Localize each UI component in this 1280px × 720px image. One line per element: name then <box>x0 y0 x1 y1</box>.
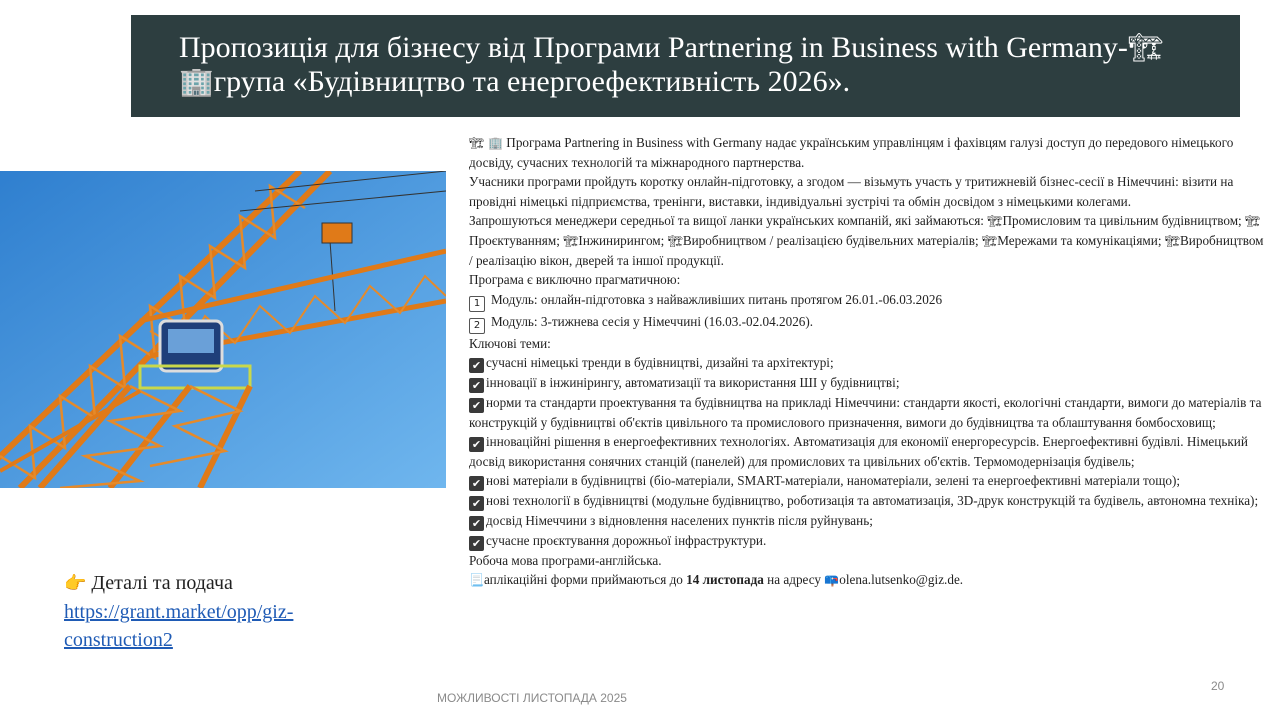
sector-item: Мережами та комунікаціями; <box>997 233 1162 249</box>
keycap-2-icon: 2 <box>469 318 485 334</box>
details-label: Деталі та подача <box>91 572 233 594</box>
check-icon: ✔ <box>469 437 484 452</box>
crane-icon: 🏗 <box>1245 213 1261 228</box>
crane-icon: 🏗 <box>987 213 1003 228</box>
title-line1: Пропозиція для бізнесу від Програми Partnering in Business with Germany- <box>179 31 1128 64</box>
topic-item: ✔ норми та стандарти проектування та будівництва на прикладі Німеччини: стандарти якості, екологічні стандарти, вимоги до матеріалів та конструкцій у будівництві об'єктів цивільного та промислового призначення, вимоги до будівництва та облаштування бомбосховищ; <box>469 394 1262 430</box>
crane-building-icons: 🏗 🏢 <box>469 136 503 150</box>
intro-paragraph: 🏗 🏢 Програма Partnering in Business with Germany надає українським управлінцям і фахівцям галузі доступ до передового німецького досвіду, сучасних технологій та міжнародного партнерства. <box>469 135 1234 171</box>
language-line: Робоча мова програми-англійська. <box>469 553 662 569</box>
sector-item: Виробництвом / реалізацію вікон, дверей та іншої продукції. <box>469 233 1264 269</box>
program-description <box>469 133 1267 591</box>
session-paragraph: Учасники програми пройдуть коротку онлайн-підготовку, а згодом — візьмуть участь у тритижневій бізнес-сесії в Німеччині: візити на провідні німецькі підприємства, тренінги, виставки, індивідуальні зустрічі та обмін досвідом з німецькими колегами. <box>469 174 1234 209</box>
sector-item: Інжинирингом; <box>578 233 665 249</box>
page-number: 20 <box>1211 679 1225 693</box>
topic-item: ✔ інноваційні рішення в енергоефективних технологіях. Автоматизація для економії енергоресурсів. Енергоефективні будівлі. Німецький досвід використання сонячних станцій (панелей) для промислових та цивільних об'єктів. Термомодернізація будівель; <box>469 434 1248 470</box>
application-line: 📃аплікаційні форми приймаються до 14 листопада на адресу 📪olena.lutsenko@giz.de. <box>469 572 964 588</box>
sector-item: Промисловим та цивільним будівництвом; <box>1002 212 1242 228</box>
footer-text: МОЖЛИВОСТІ ЛИСТОПАДА 2025 <box>437 691 627 705</box>
check-icon: ✔ <box>469 516 484 531</box>
topics-heading: Ключові теми: <box>469 335 551 351</box>
crane-icon: 🏗 <box>982 234 998 249</box>
details-block <box>64 569 364 654</box>
check-icon: ✔ <box>469 358 484 373</box>
keycap-1-icon: 1 <box>469 296 485 312</box>
mailbox-icon: 📪 <box>824 573 840 588</box>
page-icon: 📃 <box>469 573 484 588</box>
crane-icon: 🏗 <box>1164 234 1181 249</box>
check-icon: ✔ <box>469 496 484 511</box>
contact-email: olena.lutsenko@giz.de. <box>839 572 964 588</box>
title-banner <box>131 15 1240 117</box>
module-item: 1 Модуль: онлайн-підготовка з найважливіших питань протягом 26.01.-06.03.2026 <box>469 290 1267 312</box>
title-line2: група «Будівництво та енергоефективність 2026». <box>213 65 851 98</box>
deadline: 14 листопада <box>686 572 764 588</box>
check-icon: ✔ <box>469 476 484 491</box>
topic-item: ✔ інновації в інжинірингу, автоматизації та використання ШІ у будівництві; <box>469 373 1267 393</box>
check-icon: ✔ <box>469 536 484 551</box>
crane-icon: 🏗 <box>563 234 579 249</box>
topic-item: ✔ нові технології в будівництві (модульне будівництво, роботизація та автоматизація, 3D-друк конструкцій та будівель, автономна техніка); <box>469 491 1267 511</box>
topic-item: ✔ нові матеріали в будівництві (біо-матеріали, SMART-матеріали, наноматеріали, зелені та енергоефективні матеріали тощо); <box>469 471 1267 491</box>
pointing-hand-icon: 👉 <box>64 573 87 594</box>
topic-item: ✔ сучасні німецькі тренди в будівництві, дизайні та архітектурі; <box>469 353 1267 373</box>
crane-icon: 🏗 <box>1127 31 1164 64</box>
grant-link[interactable]: https://grant.market/opp/giz-construction2 <box>64 601 294 651</box>
crane-photo <box>0 171 446 488</box>
building-icon: 🏢 <box>179 65 214 98</box>
pragmatic-line: Програма є виключно прагматичною: <box>469 272 681 288</box>
sector-item: Виробництвом / реалізацією будівельних матеріалів; <box>682 233 979 249</box>
topic-item: ✔ досвід Німеччини з відновлення населених пунктів після руйнувань; <box>469 511 1267 531</box>
crane-illustration <box>0 171 446 488</box>
crane-icon: 🏗 <box>667 234 683 249</box>
module-item: 2 Модуль: 3-тижнева сесія у Німеччині (16.03.-02.04.2026). <box>469 312 1267 334</box>
topic-item: ✔ сучасне проєктування дорожньої інфраструктури. <box>469 531 1267 551</box>
check-icon: ✔ <box>469 398 484 413</box>
sector-item: Проєктуванням; <box>469 233 560 249</box>
sectors-paragraph: Запрошуються менеджери середньої та вищої ланки українських компаній, які займаються: 🏗Промисловим та цивільним будівництвом; 🏗Проєктуванням; 🏗Інжинирингом; 🏗Виробництвом / реалізацією будівельних матеріалів; 🏗Мережами та комунікаціями; 🏗Виробництвом / реалізацію вікон, дверей та іншої продукції. <box>469 212 1264 269</box>
check-icon: ✔ <box>469 378 484 393</box>
